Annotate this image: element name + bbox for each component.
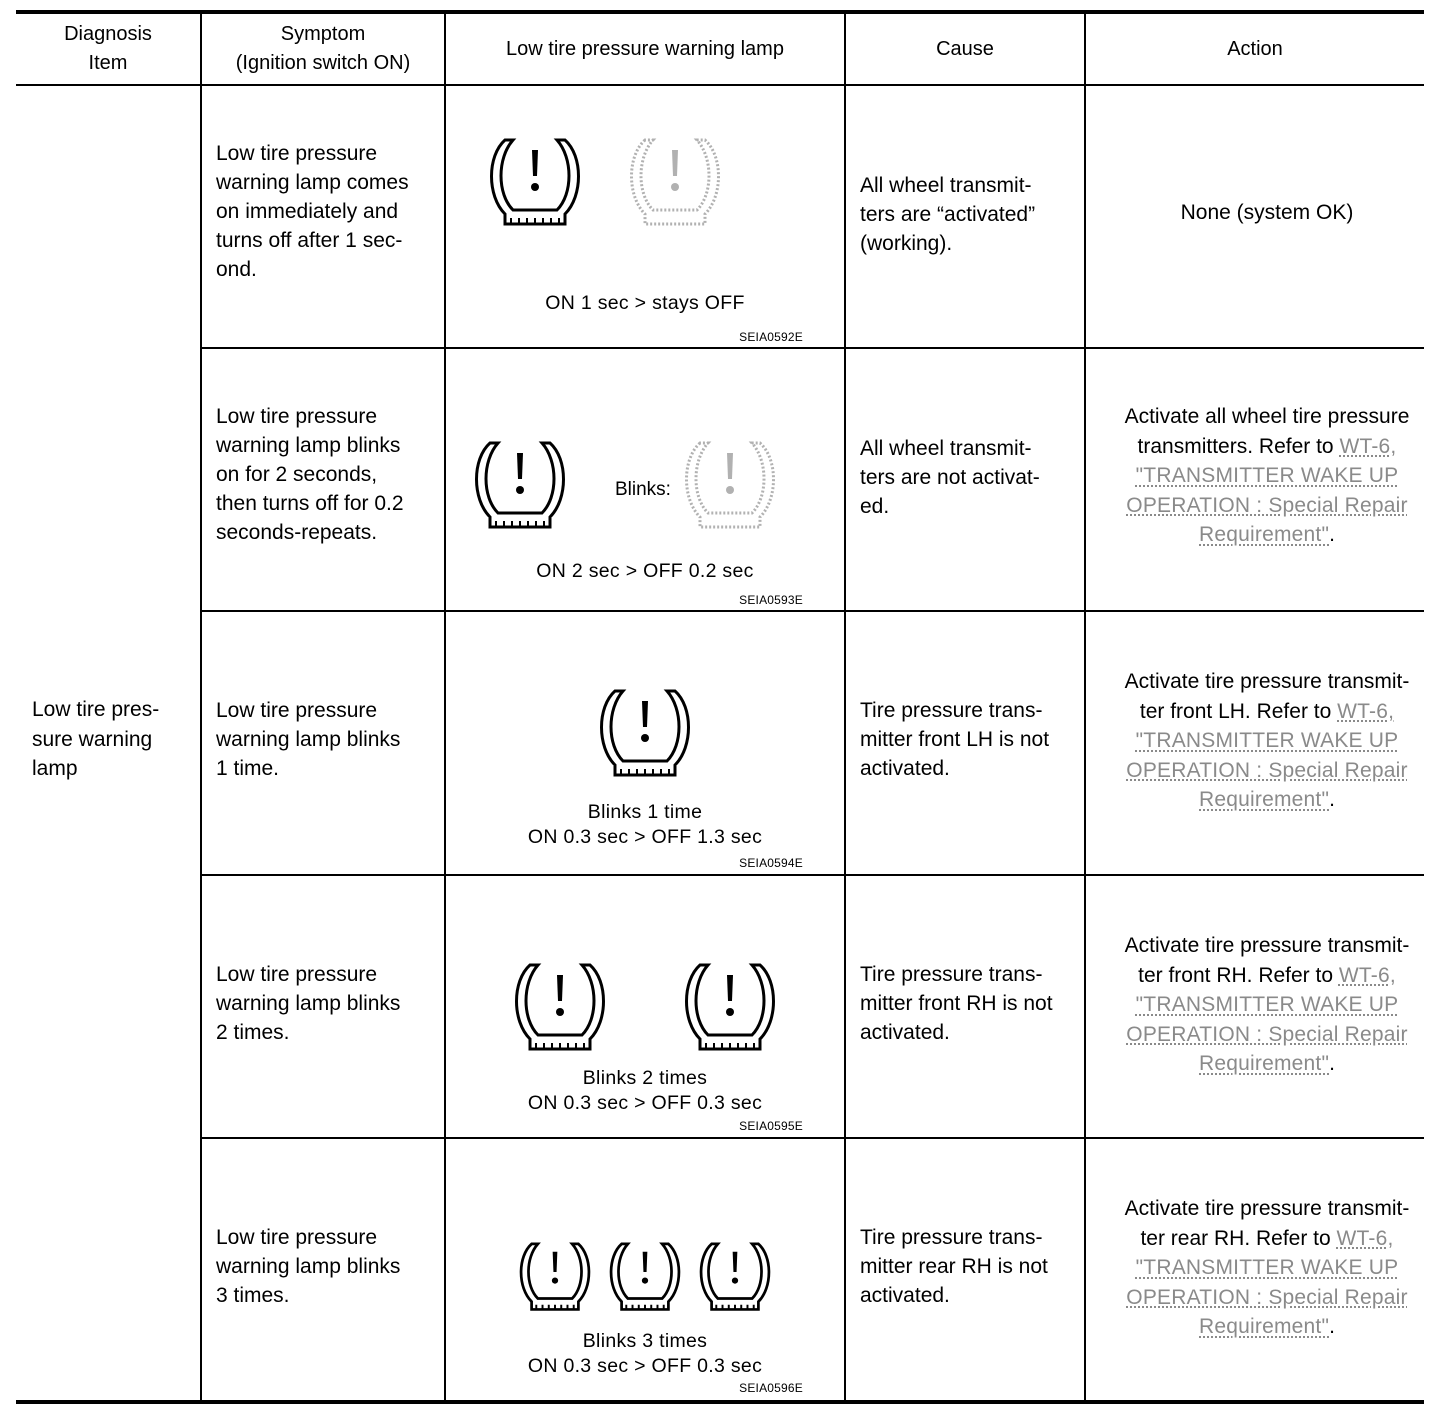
- header-action: Action: [1227, 37, 1283, 60]
- cause-cell: Tire pressure trans- mitter rear RH is not activated.: [860, 1226, 1048, 1307]
- header-diagnosis-item: Diagnosis Item: [64, 23, 152, 74]
- action-reference-link[interactable]: OPERATION : Special Repair: [1126, 1285, 1408, 1309]
- action-reference-link[interactable]: "TRANSMITTER WAKE UP: [1135, 993, 1399, 1016]
- symptom-cell: Low tire pressure warning lamp blinks 2 times.: [216, 963, 401, 1044]
- lamp-caption: Blinks 2 times ON 0.3 sec > OFF 0.3 sec: [527, 1067, 763, 1114]
- action-cell: Activate tire pressure transmit- ter front LH. Refer to WT-6, "TRANSMITTER WAKE UP OPERATION : Special Repair Requirement".: [1102, 667, 1432, 815]
- lamp-figure: [445, 86, 845, 348]
- action-reference-link[interactable]: OPERATION : Special Repair: [1126, 1022, 1408, 1046]
- action-reference-link[interactable]: "TRANSMITTER WAKE UP: [1135, 1256, 1399, 1279]
- action-reference-link[interactable]: WT-6,: [1337, 699, 1395, 723]
- action-reference-link[interactable]: OPERATION : Special Repair: [1126, 758, 1408, 782]
- table-row: [200, 612, 1424, 874]
- figure-code: SEIA0596E: [739, 1381, 803, 1395]
- figure-code: SEIA0593E: [739, 593, 803, 607]
- cause-cell: All wheel transmit- ters are “activated” (working).: [860, 174, 1036, 255]
- figure-code: SEIA0595E: [739, 1119, 803, 1133]
- lamp-caption: Blinks 1 time ON 0.3 sec > OFF 1.3 sec: [527, 801, 763, 848]
- diagnosis-item-cell: Low tire pres- sure warning lamp: [32, 698, 160, 780]
- action-cell: None (system OK): [1180, 201, 1354, 224]
- figure-code: SEIA0594E: [739, 856, 803, 870]
- action-reference-link[interactable]: WT-6,: [1338, 963, 1396, 987]
- lamp-figure: [445, 1139, 845, 1401]
- lamp-caption: ON 1 sec > stays OFF: [545, 292, 745, 314]
- header-lamp: Low tire pressure warning lamp: [506, 37, 784, 60]
- action-reference-link[interactable]: "TRANSMITTER WAKE UP: [1135, 464, 1399, 487]
- blinks-label: Blinks:: [615, 479, 671, 500]
- table-row: [200, 86, 1424, 348]
- action-reference-link[interactable]: Requirement": [1199, 1052, 1330, 1075]
- action-reference-link[interactable]: Requirement": [1199, 788, 1330, 811]
- lamp-caption: ON 2 sec > OFF 0.2 sec: [536, 560, 754, 582]
- table-row: [200, 349, 1424, 611]
- action-reference-link[interactable]: OPERATION : Special Repair: [1126, 493, 1408, 517]
- lamp-figure: [445, 876, 845, 1138]
- lamp-figure: [445, 612, 845, 874]
- cause-cell: Tire pressure trans- mitter front RH is not activated.: [860, 963, 1053, 1044]
- diagnosis-table: [16, 10, 1424, 1404]
- action-reference-link[interactable]: Requirement": [1199, 523, 1330, 546]
- action-reference-link[interactable]: WT-6,: [1336, 1226, 1394, 1250]
- lamp-figure: [445, 349, 845, 611]
- table-row: [200, 876, 1424, 1138]
- action-reference-link[interactable]: Requirement": [1199, 1315, 1330, 1338]
- symptom-cell: Low tire pressure warning lamp comes on immediately and turns off after 1 sec- ond.: [216, 142, 409, 281]
- header-cause: Cause: [936, 37, 994, 60]
- symptom-cell: Low tire pressure warning lamp blinks 3 times.: [216, 1226, 401, 1307]
- figure-code: SEIA0592E: [739, 330, 803, 344]
- action-reference-link[interactable]: WT-6,: [1339, 434, 1397, 458]
- symptom-cell: Low tire pressure warning lamp blinks on for 2 seconds, then turns off for 0.2 seconds-repeats.: [216, 405, 404, 544]
- cause-cell: Tire pressure trans- mitter front LH is not activated.: [860, 699, 1050, 780]
- lamp-caption: Blinks 3 times ON 0.3 sec > OFF 0.3 sec: [527, 1330, 763, 1377]
- table-row: [200, 1139, 1424, 1401]
- action-cell: Activate tire pressure transmit- ter rear RH. Refer to WT-6, "TRANSMITTER WAKE UP OPERATION : Special Repair Requirement".: [1102, 1194, 1432, 1342]
- action-cell: Activate tire pressure transmit- ter front RH. Refer to WT-6, "TRANSMITTER WAKE UP OPERATION : Special Repair Requirement".: [1102, 931, 1432, 1079]
- action-reference-link[interactable]: "TRANSMITTER WAKE UP: [1135, 729, 1399, 752]
- symptom-cell: Low tire pressure warning lamp blinks 1 time.: [216, 699, 401, 780]
- header-symptom: Symptom (Ignition switch ON): [235, 23, 411, 74]
- action-cell: Activate all wheel tire pressure transmitters. Refer to WT-6, "TRANSMITTER WAKE UP OPERATION : Special Repair Requirement".: [1102, 402, 1432, 550]
- cause-cell: All wheel transmit- ters are not activat- ed.: [860, 437, 1040, 518]
